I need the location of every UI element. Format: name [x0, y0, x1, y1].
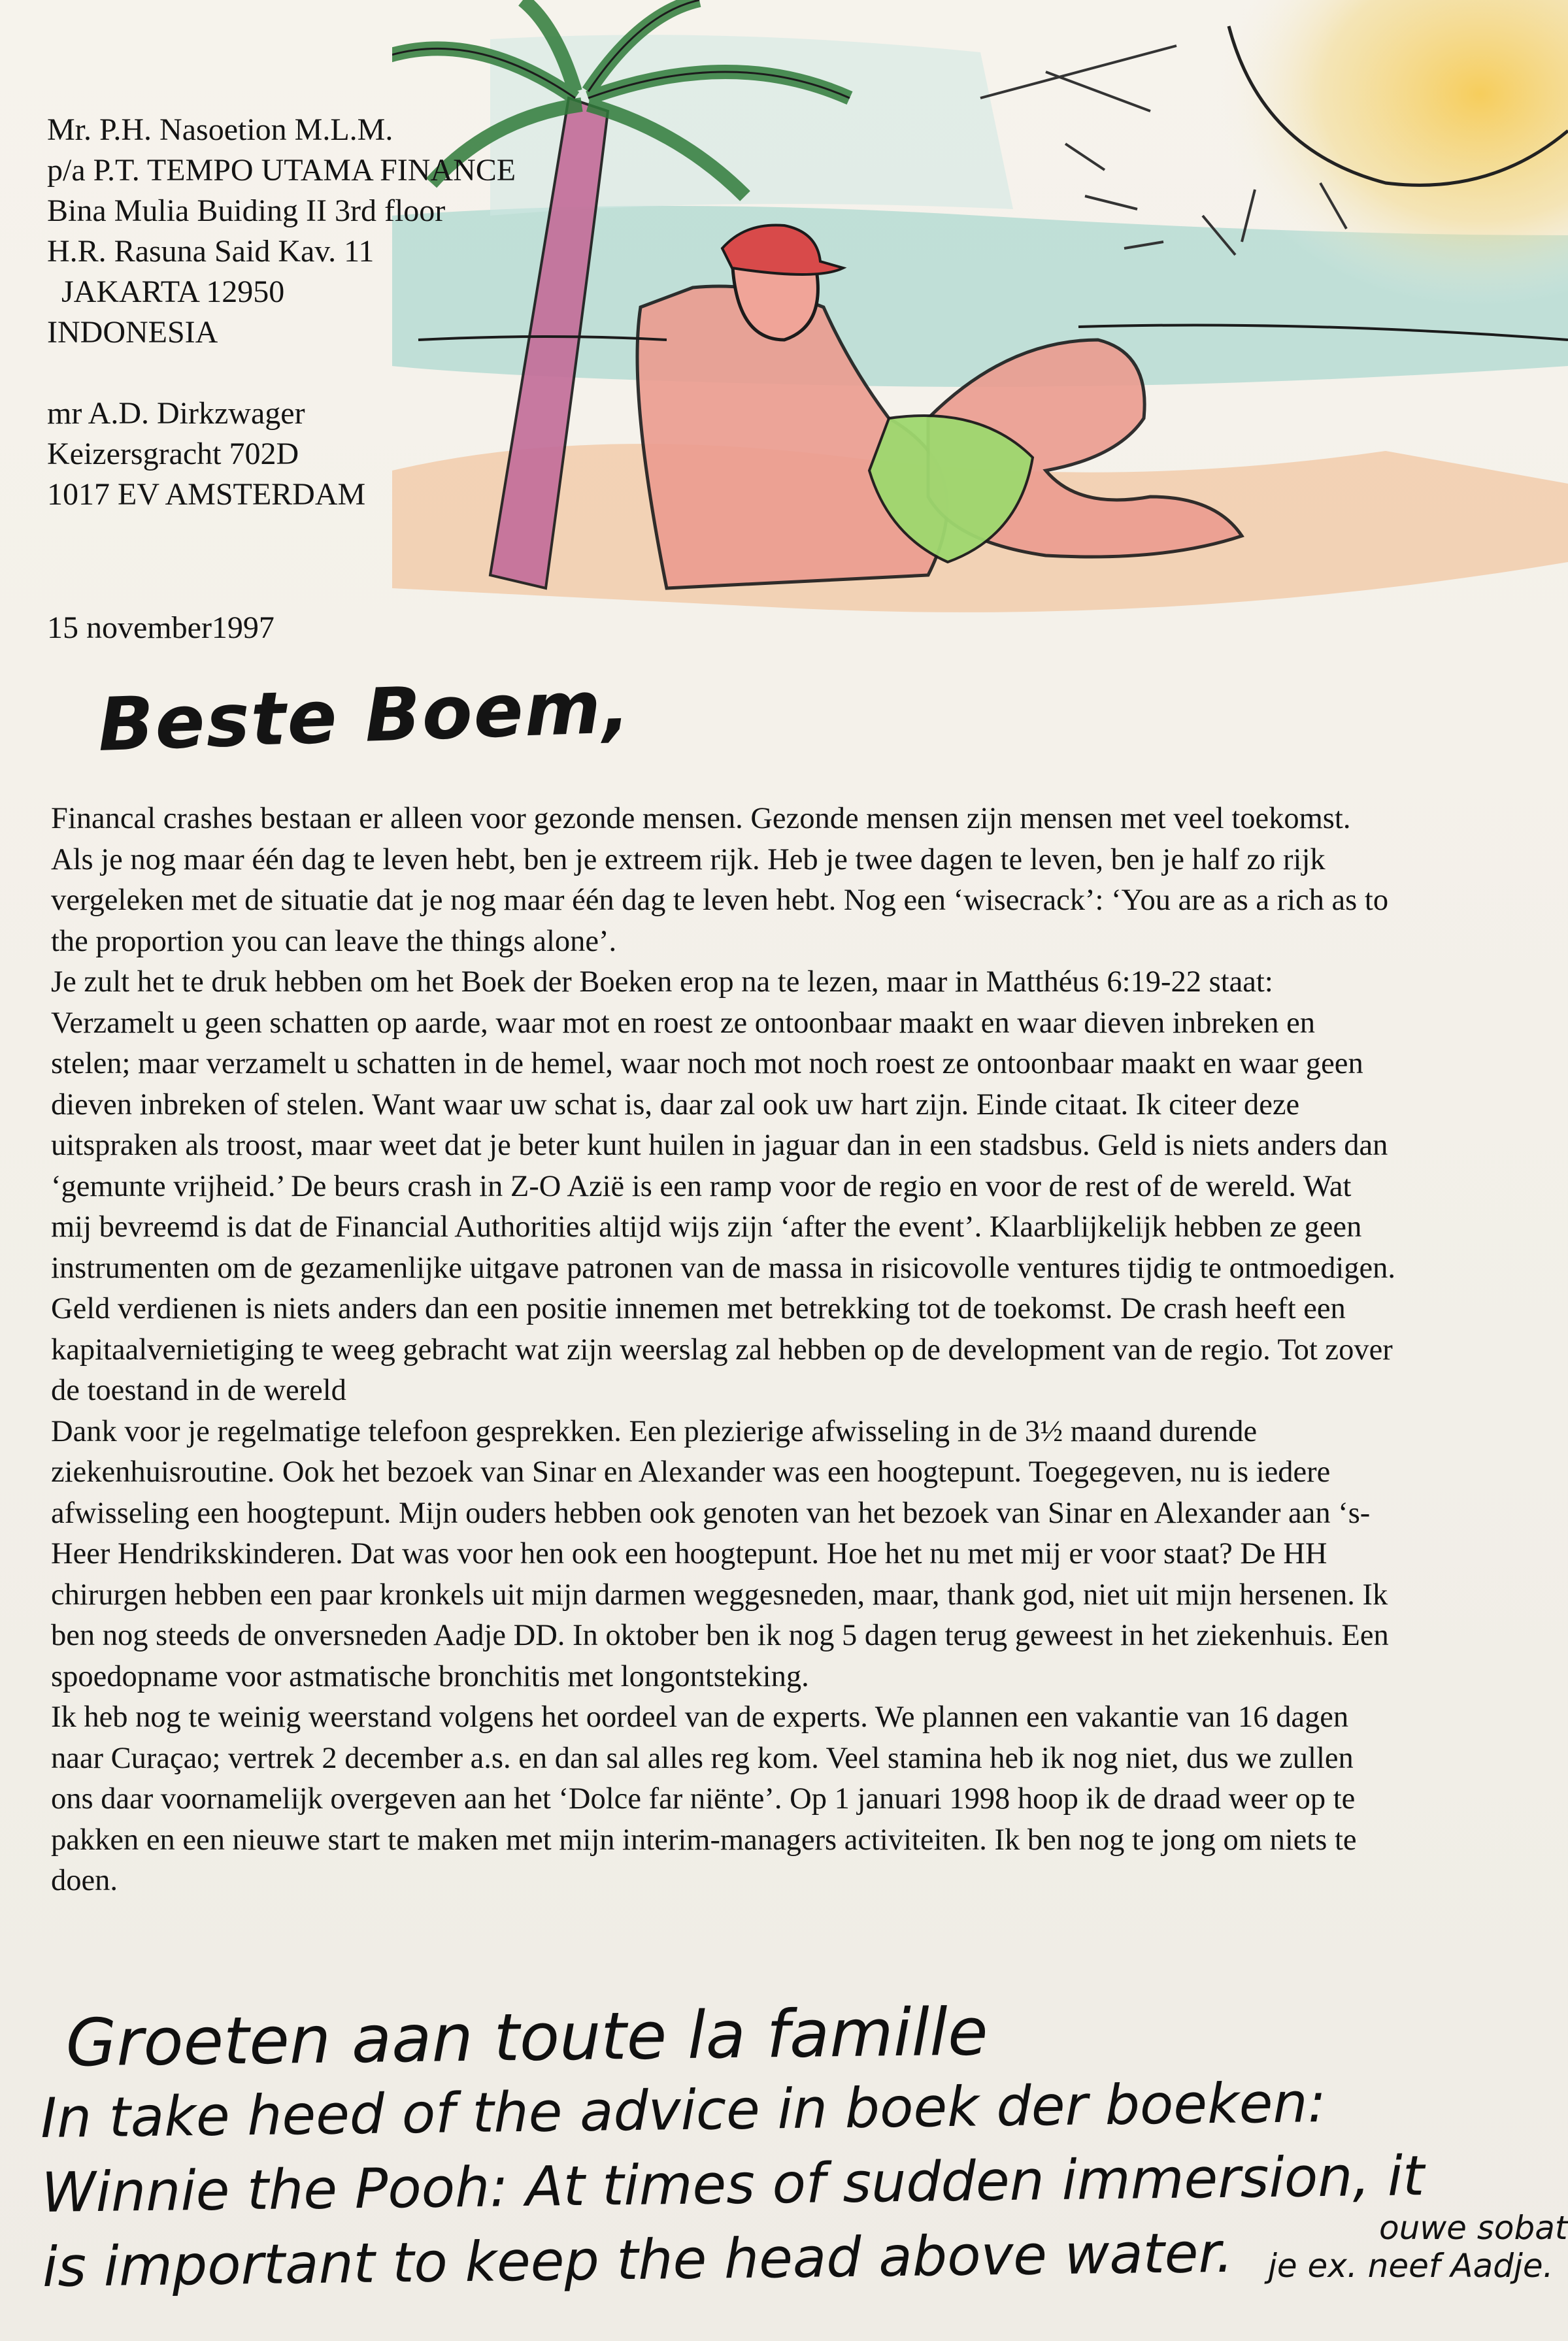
address-block [47, 110, 622, 515]
sender-name: mr A.D. Dirkzwager [47, 396, 305, 431]
body-paragraph: Je zult het te druk hebben om het Boek der Boeken erop na te lezen, maar in Matthéus 6:19-22 staat: Verzamelt u geen schatten op aarde, waar mot en roest ze ontoonbaar maakt en waar dieven inbreken en stelen; maar verzamelt u schatten in de hemel, waar noch mot noch roest ze ontoonbaar maakt en waar geen dieven inbreken of stelen. Want waar uw schat is, daar zal ook uw hart zijn. Einde citaat. Ik citeer deze uitspraken als troost, maar weet dat je beter kunt huilen in jaguar dan in een stadsbus. Geld is niets anders dan ‘gemunte vrijheid.’ De beurs crash in Z-O Azië is een ramp voor de regio en voor de rest of de wereld. Wat mij bevreemd is dat de Financial Authorities altijd wijs zijn ‘after the event’. Klaarblijkelijk hebben ze geen instrumenten om de gezamenlijke uitgave patronen van de massa in risicovolle ventures tijdig te ontmoedigen. Geld verdienen is niets anders dan een positie innemen met betrekking tot de toekomst. De crash heeft een kapitaalvernietiging te weeg gebracht wat zijn weerslag zal hebben op de development van de regio. Tot zover de toestand in de wereld [51, 965, 1396, 1407]
handwritten-line: In take heed of the advice in boek der boeken: [40, 2070, 1327, 2150]
recipient-city: JAKARTA 12950 [61, 274, 285, 309]
signoff-line: je ex. neef Aadje. [1268, 2247, 1554, 2285]
signoff-line: ouwe sobat [1379, 2209, 1568, 2247]
recipient-building: Bina Mulia Buiding II 3rd floor [47, 193, 446, 228]
sender-city: 1017 EV AMSTERDAM [47, 477, 366, 512]
handwritten-line: Groeten aan toute la famille [65, 1993, 989, 2082]
recipient-name: Mr. P.H. Nasoetion M.L.M. [47, 112, 393, 147]
body-paragraph: Dank voor je regelmatige telefoon gesprekken. Een plezierige afwisseling in de 3½ maand durende ziekenhuisroutine. Ook het bezoek van Sinar en Alexander was een hoogtepunt. Toegegeven, nu is iedere afwisseling een hoogtepunt. Mijn ouders hebben ook genoten van het bezoek van Sinar en Alexander aan ‘s-Heer Hendrikskinderen. Dat was voor hen ook een hoogtepunt. Hoe het nu met mij er voor staat? De HH chirurgen hebben een paar kronkels uit mijn darmen weggesneden, maar, thank god, niet uit mijn hersenen. Ik ben nog steeds de onversneden Aadje DD. In oktober ben ik nog 5 dagen terug geweest in het ziekenhuis. Een spoedopname voor astmatische bronchitis met longontsteking. [51, 1414, 1389, 1693]
letter-body [51, 799, 1397, 1902]
handwritten-line: Winnie the Pooh: At times of sudden immersion, it [41, 2144, 1425, 2225]
handwritten-signoff [1268, 2209, 1568, 2285]
salutation: Beste Boem, [96, 664, 633, 768]
body-paragraph: Financal crashes bestaan er alleen voor gezonde mensen. Gezonde mensen zijn mensen met veel toekomst. Als je nog maar één dag te leven hebt, ben je extreem rijk. Heb je twee dagen te leven, ben je half zo rijk vergeleken met de situatie dat je nog maar één dag te leven hebt. Nog een ‘wisecrack’: ‘You are as a rich as to the proportion you can leave the things alone’. [51, 802, 1389, 958]
body-paragraph: Ik heb nog te weinig weerstand volgens het oordeel van de experts. We plannen een vakantie van 16 dagen naar Curaçao; vertrek 2 december a.s. en dan sal alles reg kom. Veel stamina heb ik nog niet, dus we zullen ons daar voornamelijk overgeven aan het ‘Dolce far niënte’. Op 1 januari 1998 hoop ik de draad weer op te pakken en een nieuwe start te maken met mijn interim-managers activiteiten. Ik ben nog te jong om niets te doen. [51, 1701, 1357, 1897]
recipient-company: p/a P.T. TEMPO UTAMA FINANCE [47, 153, 516, 188]
handwritten-line: is important to keep the head above water. [42, 2220, 1234, 2299]
letter-date: 15 november1997 [47, 610, 275, 645]
sender-street: Keizersgracht 702D [47, 437, 299, 471]
recipient-street: H.R. Rasuna Said Kav. 11 [47, 234, 375, 269]
recipient-country: INDONESIA [47, 315, 218, 350]
